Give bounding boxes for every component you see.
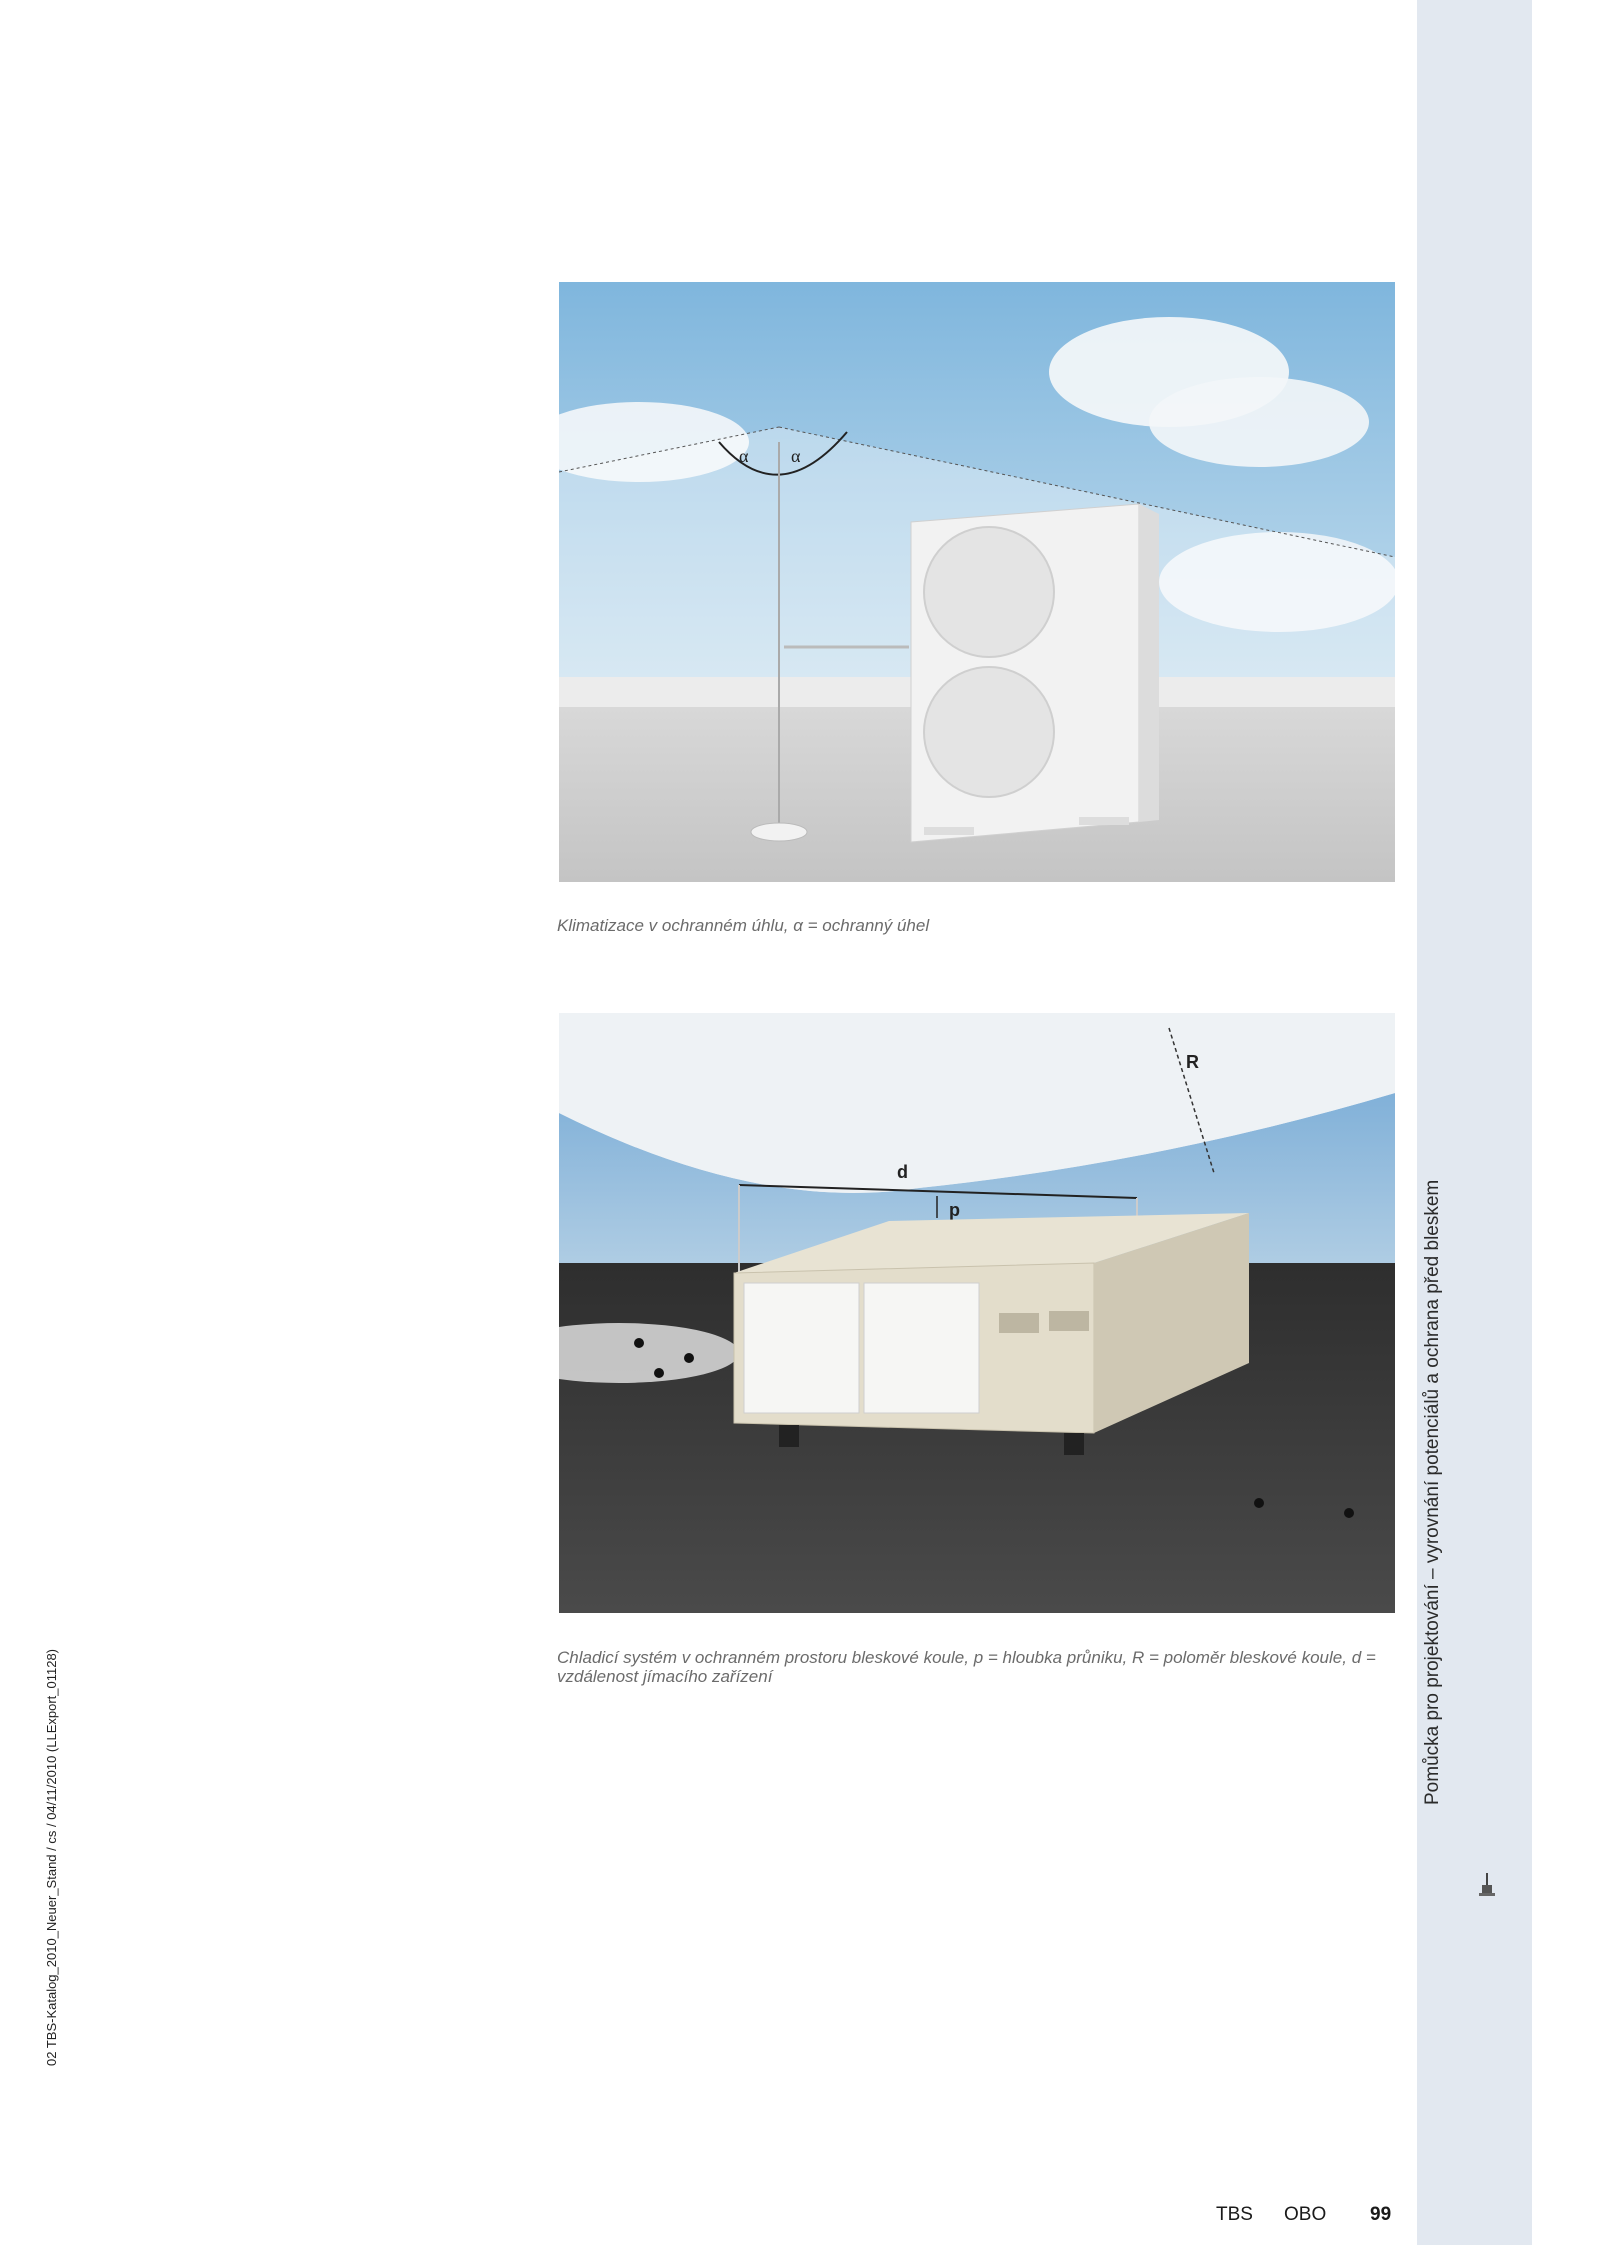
distance-label: d [897, 1162, 908, 1182]
sidebar-title: Pomůcka pro projektování – vyrovnání potenciálů a ochrana před bleskem [1422, 1179, 1443, 1805]
sidebar-band [1417, 0, 1532, 2245]
protective-angle-illustration [559, 282, 1395, 882]
lightning-rod-icon [1479, 1873, 1495, 1901]
penetration-label: p [949, 1200, 960, 1220]
document-meta: 02 TBS-Katalog_2010_Neuer_Stand / cs / 04/11/2010 (LLExport_01128) [44, 1648, 59, 2066]
figure-caption: Chladicí systém v ochranném prostoru bleskové koule, p = hloubka průniku, R = poloměr bleskové koule, d = vzdálenost jímacího zařízení [557, 1648, 1376, 1686]
figure-caption: Klimatizace v ochranném úhlu, α = ochranný úhel [557, 916, 930, 935]
figure-rolling-sphere [559, 1013, 1395, 1613]
alpha-label-left: α [739, 446, 749, 466]
footer-obo: OBO [1284, 2204, 1327, 2225]
page-number: 99 [1370, 2204, 1392, 2225]
rolling-sphere-illustration [559, 1013, 1395, 1613]
footer-tbs: TBS [1216, 2204, 1253, 2225]
alpha-label-right: α [791, 446, 801, 466]
radius-label: R [1186, 1052, 1199, 1072]
figure-protective-angle [559, 282, 1395, 882]
